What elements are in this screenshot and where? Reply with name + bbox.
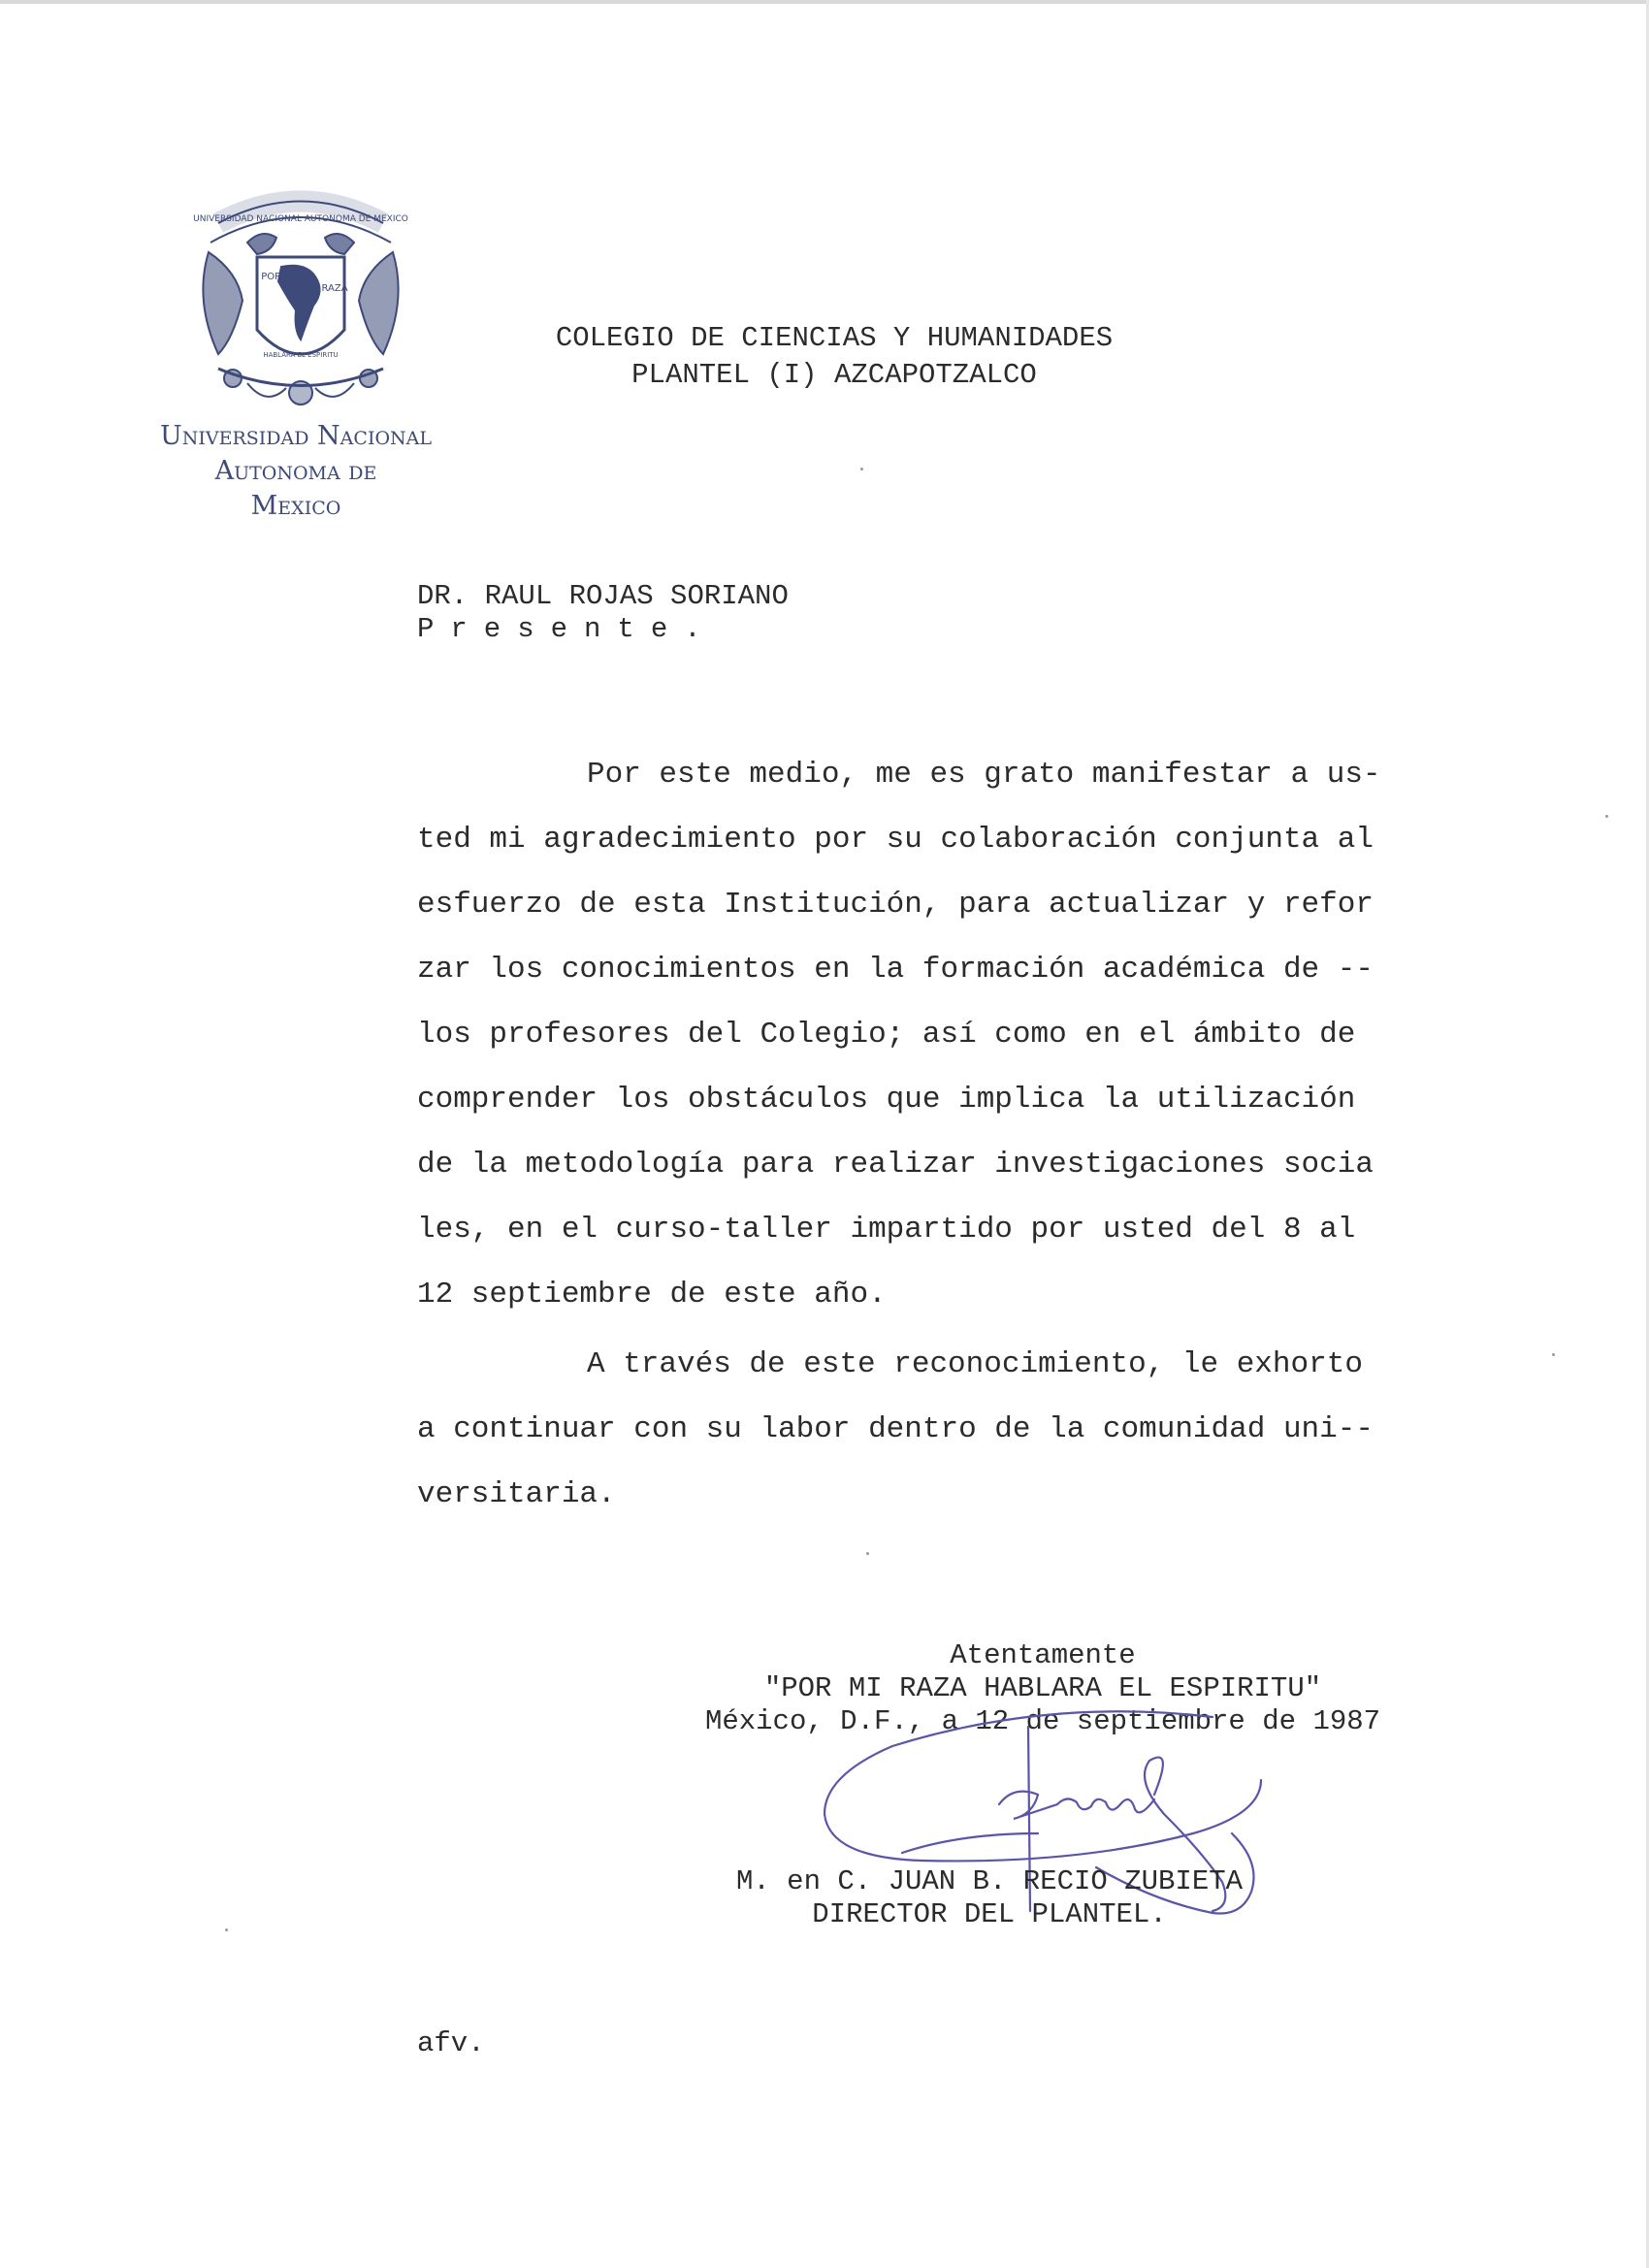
seal-shield-text-right: RAZA (321, 283, 348, 294)
paragraph-line: esfuerzo de esta Institución, para actualizar y refor (417, 888, 1374, 922)
paper-top-edge (0, 0, 1649, 4)
closing-salutation: Atentamente (950, 1639, 1136, 1671)
seal-caption-line-2: Autonoma de (214, 456, 377, 486)
paper-speck (860, 468, 863, 470)
seal-shield-text-bottom: HABLARA EL ESPIRITU (263, 351, 339, 359)
signer-block (660, 1865, 1319, 1931)
paper-speck (1605, 815, 1608, 818)
paragraph-line: los profesores del Colegio; así como en el ámbito de (417, 1018, 1356, 1052)
paragraph-line: zar los conocimientos en la formación académica de -- (417, 953, 1374, 987)
closing-motto: "POR MI RAZA HABLARA EL ESPIRITU" (763, 1672, 1322, 1704)
signer-name: M. en C. JUAN B. RECIO ZUBIETA (735, 1865, 1244, 1897)
seal-caption-line-1: Universidad Nacional (159, 421, 432, 451)
letterhead-line-2: PLANTEL (I) AZCAPOTZALCO (631, 359, 1037, 391)
letterhead (543, 320, 1125, 394)
paragraph-line: comprender los obstáculos que implica la utilización (417, 1083, 1356, 1117)
seal-shield-text-left: POR MI (261, 272, 296, 282)
paper-speck (866, 1552, 869, 1555)
unam-seal-logo (189, 184, 412, 417)
body-paragraph-1 (417, 742, 1436, 1327)
recipient-block (417, 580, 789, 646)
paragraph-line: ted mi agradecimiento por su colaboración conjunta al (417, 823, 1374, 857)
paragraph-line: les, en el curso-taller impartido por usted del 8 al (417, 1213, 1356, 1247)
paragraph-line: de la metodología para realizar investigaciones socia (417, 1148, 1374, 1182)
paragraph-line: A través de este reconocimiento, le exhorto (587, 1347, 1363, 1381)
paragraph-line: Por este medio, me es grato manifestar a us- (587, 758, 1381, 792)
paragraph-line: versitaria. (417, 1477, 616, 1511)
letterhead-line-1: COLEGIO DE CIENCIAS Y HUMANIDADES (555, 322, 1114, 354)
paper-speck (1552, 1353, 1555, 1356)
body-paragraph-2 (417, 1332, 1436, 1527)
paragraph-line: 12 septiembre de este año. (417, 1278, 887, 1312)
closing-place-date: México, D.F., a 12 de septiembre de 1987 (704, 1705, 1381, 1737)
typist-initials: afv. (417, 2027, 485, 2059)
paragraph-line: a continuar con su labor dentro de la comunidad uni-- (417, 1412, 1374, 1446)
signer-title: DIRECTOR DEL PLANTEL. (812, 1898, 1167, 1930)
seal-caption-line-3: Mexico (250, 491, 341, 521)
paper-speck (225, 1928, 228, 1931)
seal-ring-text: UNIVERSIDAD NACIONAL AUTONOMA DE MEXICO (193, 214, 408, 224)
recipient-name: DR. RAUL ROJAS SORIANO (417, 580, 789, 612)
recipient-greeting: Presente. (417, 613, 718, 645)
